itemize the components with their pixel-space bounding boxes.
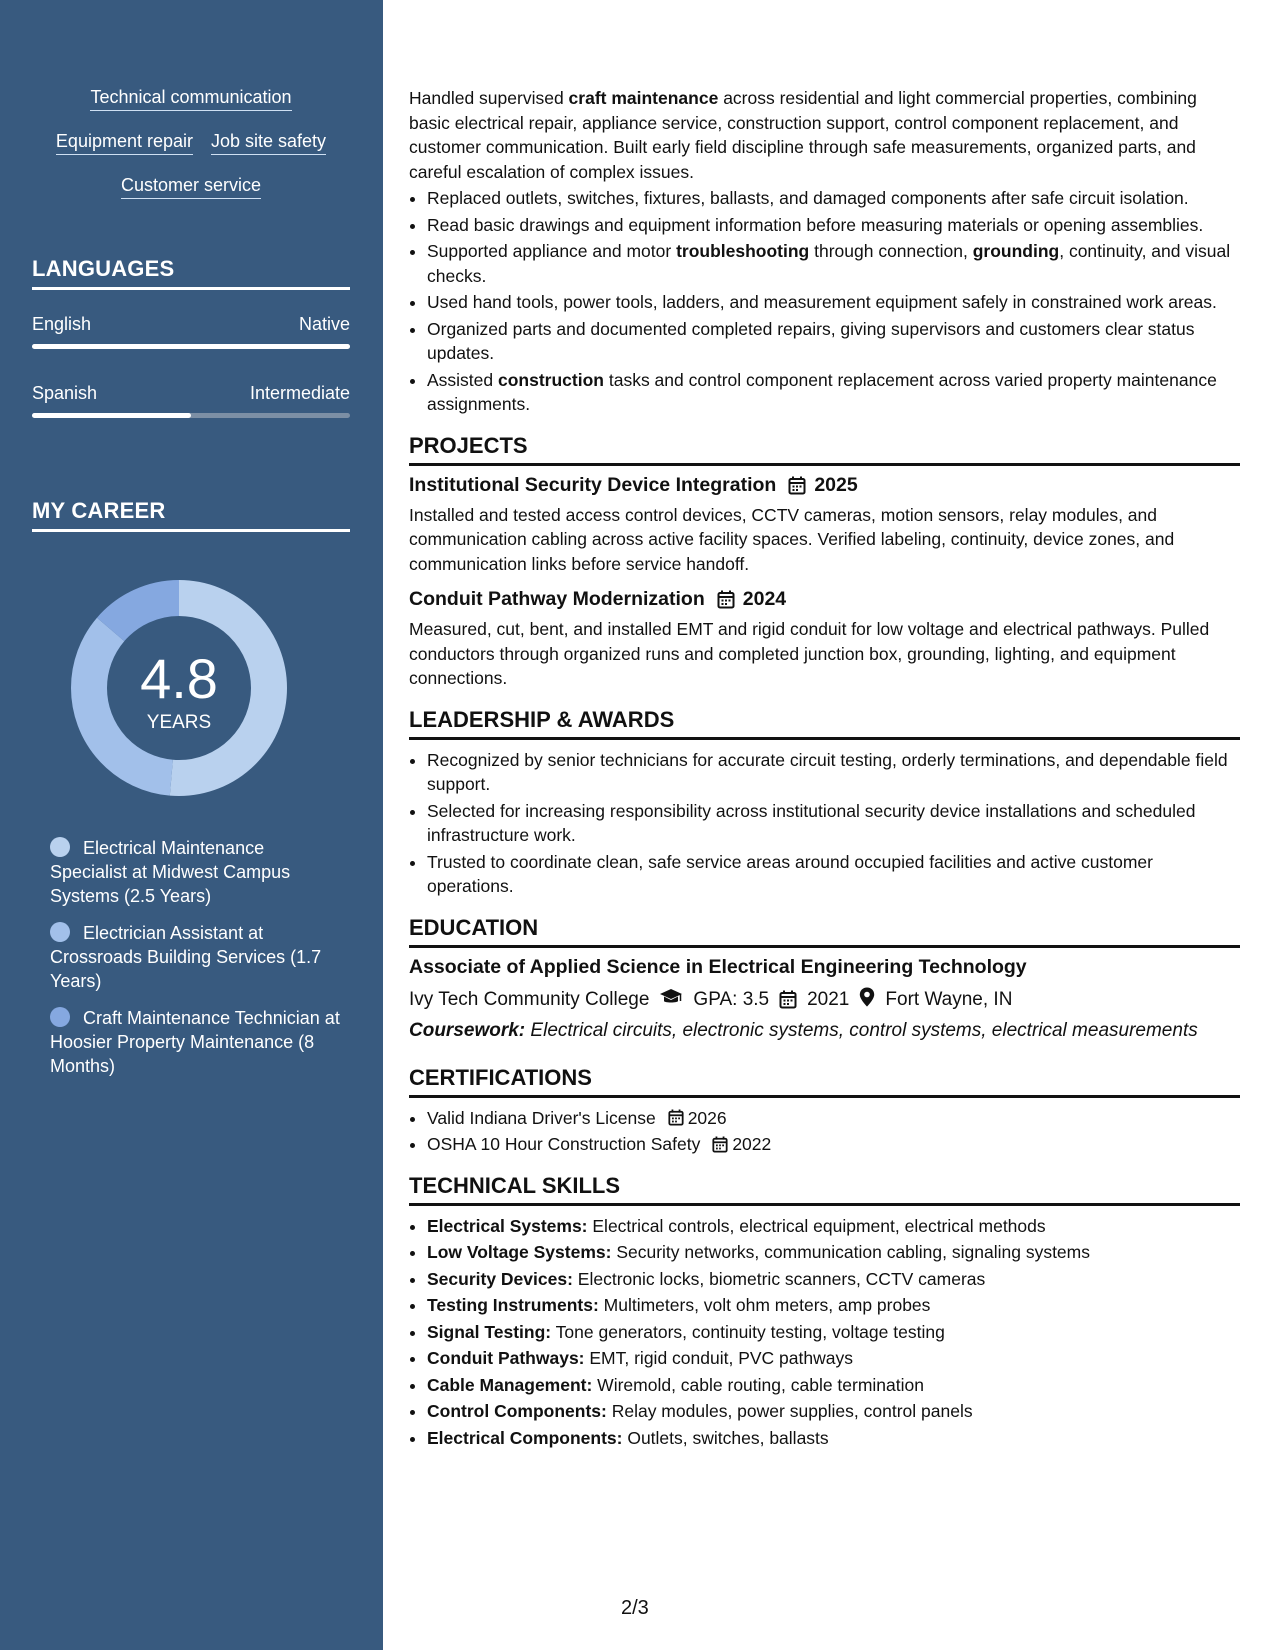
body-text: through connection, xyxy=(809,241,973,261)
language-level: Native xyxy=(298,314,350,334)
sidebar xyxy=(0,0,383,1650)
certification-item xyxy=(427,1132,1240,1157)
legend-dot xyxy=(50,1007,70,1027)
skill-item xyxy=(427,1346,1240,1371)
language-name: English xyxy=(32,314,92,334)
project-title: Institutional Security Device Integration xyxy=(409,473,777,496)
skill-tag[interactable]: Technical communication xyxy=(90,86,291,111)
language-bar xyxy=(32,413,350,418)
career-years-label: YEARS xyxy=(146,712,212,733)
page-number: 2/3 xyxy=(621,1597,649,1619)
projects-heading: PROJECTS xyxy=(409,433,1240,466)
body-text: Replaced outlets, switches, fixtures, ballasts, and damaged components after safe circuit isolation. xyxy=(427,188,1189,208)
project-year: 2024 xyxy=(742,588,787,610)
education-coursework xyxy=(409,1019,1240,1043)
technical-skills-list xyxy=(409,1214,1240,1451)
emphasis-text: grounding xyxy=(972,241,1060,261)
skill-item xyxy=(427,1240,1240,1265)
skill-value: Electronic locks, biometric scanners, CCTV cameras xyxy=(572,1268,986,1289)
language-spanish xyxy=(32,383,350,418)
career-years-value: 4.8 xyxy=(140,647,218,710)
education-location: Fort Wayne, IN xyxy=(885,988,1013,1010)
education-school: Ivy Tech Community College xyxy=(409,988,650,1010)
certification-name: • Valid Indiana Driver's License xyxy=(427,1107,656,1128)
experience-bullet xyxy=(427,213,1240,238)
calendar-icon xyxy=(712,1136,728,1153)
calendar-icon xyxy=(788,476,806,495)
coursework-text: Electrical circuits, electronic systems, control systems, electrical measurements xyxy=(530,1019,1198,1041)
skill-value: Outlets, switches, ballasts xyxy=(622,1427,829,1448)
calendar-icon xyxy=(779,990,797,1009)
certification-year: 2026 xyxy=(687,1107,727,1128)
skill-label: Testing Instruments: xyxy=(427,1295,599,1315)
skill-item xyxy=(427,1267,1240,1292)
skill-item xyxy=(427,1373,1240,1398)
leadership-heading: LEADERSHIP & AWARDS xyxy=(409,707,1240,740)
experience-bullet xyxy=(427,290,1240,315)
calendar-icon xyxy=(717,590,735,609)
education-heading: EDUCATION xyxy=(409,915,1240,948)
skill-label: Control Components: xyxy=(427,1401,607,1421)
career-item-text: Craft Maintenance Technician at Hoosier Property Maintenance (8 Months) xyxy=(50,1008,340,1076)
education-gpa: GPA: 3.5 xyxy=(693,988,770,1010)
body-text: Read basic drawings and equipment information before measuring materials or opening assemblies. xyxy=(427,214,1204,235)
languages-heading: LANGUAGES xyxy=(32,256,350,290)
skill-label: Signal Testing: xyxy=(427,1321,552,1342)
language-bar-fill xyxy=(32,344,350,349)
skill-label: Cable Management: xyxy=(427,1374,593,1395)
skill-value: Security networks, communication cabling, signaling systems xyxy=(611,1242,1090,1262)
certifications-list xyxy=(409,1106,1240,1157)
skill-value: Electrical controls, electrical equipment, electrical methods xyxy=(587,1215,1046,1236)
skill-tag[interactable]: Customer service xyxy=(121,174,261,199)
career-item xyxy=(50,836,340,908)
project-item xyxy=(409,474,1240,577)
body-text: Supported appliance and motor xyxy=(427,241,677,261)
skill-value: Tone generators, continuity testing, voltage testing xyxy=(551,1321,945,1342)
career-donut-svg xyxy=(66,575,292,801)
experience-summary xyxy=(409,86,1240,184)
education-degree: Associate of Applied Science in Electrical Engineering Technology xyxy=(409,955,1027,978)
experience-bullet xyxy=(427,186,1240,211)
language-bar xyxy=(32,344,350,349)
leadership-list xyxy=(409,748,1240,899)
skill-label: Low Voltage Systems: xyxy=(427,1242,612,1262)
experience-bullets xyxy=(409,186,1240,417)
language-level: Intermediate xyxy=(249,383,350,403)
career-item-text: Electrician Assistant at Crossroads Building Services (1.7 Years) xyxy=(50,923,322,991)
skill-value: EMT, rigid conduit, PVC pathways xyxy=(584,1348,853,1368)
emphasis-text: troubleshooting xyxy=(676,241,810,261)
graduation-cap-icon xyxy=(659,988,683,1012)
emphasis-text: construction xyxy=(498,369,604,390)
experience-bullet xyxy=(427,317,1240,366)
career-list xyxy=(50,836,340,1091)
skill-item xyxy=(427,1399,1240,1424)
skill-value: Wiremold, cable routing, cable termination xyxy=(592,1374,924,1395)
body-text: across residential and light commercial properties, combining basic electrical repair, appliance service, construction support, control component replacement, and customer communication. Built early field discipline through safe measurements, organized parts, and careful escalation of complex issues. xyxy=(409,88,1197,182)
project-title: Conduit Pathway Modernization xyxy=(409,588,705,610)
skill-value: Relay modules, power supplies, control panels xyxy=(606,1401,973,1421)
skill-tags xyxy=(32,86,350,218)
body-text: Assisted xyxy=(427,369,498,390)
career-item-text: Electrical Maintenance Specialist at Midwest Campus Systems (2.5 Years) xyxy=(50,838,291,906)
project-item xyxy=(409,588,1240,691)
project-description: Installed and tested access control devices, CCTV cameras, motion sensors, relay modules, and communication cabling across active facility spaces. Verified labeling, continuity, device zones, and communication links before service handoff. xyxy=(409,504,1175,574)
leadership-item: • Recognized by senior technicians for accurate circuit testing, orderly terminations, and dependable field support. xyxy=(427,748,1240,797)
experience-bullet xyxy=(427,239,1240,288)
legend-dot xyxy=(50,922,70,942)
education-year: 2021 xyxy=(807,988,850,1010)
skill-item xyxy=(427,1426,1240,1451)
experience-bullet xyxy=(427,368,1240,417)
skill-tag[interactable]: Job site safety xyxy=(211,130,326,155)
certification-item xyxy=(427,1106,1240,1131)
career-item xyxy=(50,1006,340,1078)
map-pin-icon xyxy=(859,987,875,1013)
language-english xyxy=(32,314,350,349)
skill-label: Security Devices: xyxy=(427,1268,573,1289)
body-text: Handled supervised xyxy=(409,88,569,108)
skill-item xyxy=(427,1214,1240,1239)
certification-year: 2022 xyxy=(732,1134,772,1154)
certifications-heading: CERTIFICATIONS xyxy=(409,1065,1240,1098)
calendar-icon xyxy=(668,1109,684,1126)
legend-dot xyxy=(50,837,70,857)
skill-label: Conduit Pathways: xyxy=(427,1348,585,1368)
language-name: Spanish xyxy=(32,383,98,403)
skill-item xyxy=(427,1293,1240,1318)
leadership-item: • Trusted to coordinate clean, safe service areas around occupied facilities and active customer operations. xyxy=(427,850,1240,899)
technical-skills-heading: TECHNICAL SKILLS xyxy=(409,1173,1240,1206)
body-text: tasks and control component replacement across varied property maintenance assignments. xyxy=(427,369,1217,414)
skill-tag[interactable]: Equipment repair xyxy=(56,130,193,155)
project-description: Measured, cut, bent, and installed EMT and rigid conduit for low voltage and electrical pathways. Pulled conductors through organized runs and completed junction box, grounding, lighting, and equipment connections. xyxy=(409,619,1210,688)
body-text: , continuity, and visual checks. xyxy=(427,241,1231,286)
coursework-label: Coursework: xyxy=(409,1019,526,1041)
project-year: 2025 xyxy=(814,473,858,496)
language-bar-fill xyxy=(32,413,191,418)
body-text: Organized parts and documented completed repairs, giving supervisors and customers clear status updates. xyxy=(427,318,1195,363)
skill-label: Electrical Systems: xyxy=(427,1215,588,1236)
education-details xyxy=(409,987,1240,1013)
skill-item xyxy=(427,1320,1240,1345)
career-item xyxy=(50,921,340,993)
career-donut-chart xyxy=(66,575,292,801)
skill-value: Multimeters, volt ohm meters, amp probes xyxy=(598,1295,931,1315)
skill-label: Electrical Components: xyxy=(427,1427,623,1448)
leadership-item: • Selected for increasing responsibility across institutional security device installations and scheduled infrastructure work. xyxy=(427,799,1240,848)
emphasis-text: craft maintenance xyxy=(568,88,719,108)
certification-name: • OSHA 10 Hour Construction Safety xyxy=(427,1134,701,1154)
body-text: Used hand tools, power tools, ladders, and measurement equipment safely in constrained work areas. xyxy=(427,292,1217,312)
main-content xyxy=(409,86,1240,1452)
career-heading: MY CAREER xyxy=(32,498,350,532)
